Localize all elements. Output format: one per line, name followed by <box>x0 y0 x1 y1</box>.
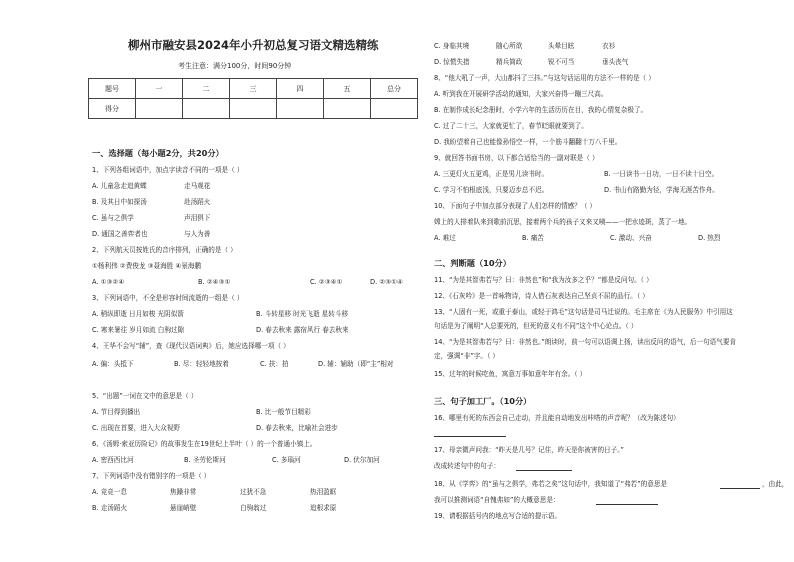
rewrite-item: 16、哪里有死的东西会自己走动，并且能自动地发出咔嗒的声音呢？（改为陈述句） <box>434 414 680 422</box>
q7-option: 过犹不急 <box>240 488 267 496</box>
q3-option: C. 寒来暑往 岁月如流 白驹过隙 <box>92 326 185 334</box>
score-cell[interactable] <box>277 99 324 119</box>
q10-option: D. 热烈 <box>698 234 721 242</box>
q5-option: C. 出现在首要，进入大众视野 <box>92 424 180 432</box>
q9-option: A. 三更灯火五更鸡，正是男儿读书时。 <box>434 170 549 178</box>
q4-option: D. 辅：辅助（即“主”相对 <box>318 360 394 368</box>
q1-option: B. 及其日中如探汤 <box>92 198 147 206</box>
answer-line[interactable] <box>596 504 658 505</box>
q2-option: D. ②③①④ <box>370 278 403 286</box>
score-row-label: 得分 <box>89 99 136 119</box>
q1-option: 走马观花 <box>184 182 211 190</box>
q7-option: 追根求原 <box>310 504 337 512</box>
q7-option: 垂头丧气 <box>602 58 629 66</box>
q1-option: C. 虽与之俱学 <box>92 214 134 222</box>
q6-option: B. 圣劳伦斯河 <box>184 456 226 464</box>
q7-option: 头晕目眩 <box>548 42 575 50</box>
q7-option: 随心所欲 <box>496 42 523 50</box>
q8-option: D. 我盼望着自己也能像孙悟空一样，一个筋斗翻翻十万八千里。 <box>434 138 622 146</box>
q7-option: 锐不可当 <box>548 58 575 66</box>
q4-option: C. 扶：拍 <box>260 360 289 368</box>
q1-option: 与人为善 <box>184 230 211 238</box>
q5-option: A. 节目得到播出 <box>92 408 141 416</box>
rewrite-item: 19、请根据括号内的地点写合适的提示语。 <box>434 512 562 520</box>
exam-notice: 考生注意：满分100分，时间90分钟 <box>178 62 292 70</box>
q6-option: C. 多瑙河 <box>272 456 301 464</box>
q3-option: B. 斗转星移 时光飞逝 星转斗移 <box>256 310 349 318</box>
q3-stem: 3、下列词语中，不全是形容时间流逝的一组是（ ） <box>92 294 244 302</box>
rewrite-item: 17、母亲微声问我：“昨天是几号？记住，昨天是你被害的日子。” <box>434 446 624 454</box>
q6-stem: 6、《汤姆·索亚历险记》的故事发生在19世纪上半叶（ ）的一个普通小镇上。 <box>92 440 317 448</box>
judge-item: 11、“为是其智弗若与？曰：非然也”和“我为汝多之乎？”都是反问句。（ ） <box>434 276 653 284</box>
q4-option: A. 偏：头抵下 <box>92 360 134 368</box>
q10-option: C. 激动、兴奋 <box>610 234 652 242</box>
judge-item: 定，强调“非”字。（ ） <box>434 352 499 360</box>
score-table <box>88 78 418 119</box>
q5-stem: 5、“出题”一词在文中的意思是（ ） <box>92 392 198 400</box>
rewrite-item: 改成转述句中的句子： <box>434 462 500 470</box>
q4-option: B. 尽：轻轻地按着 <box>174 360 229 368</box>
q3-option: D. 春去秋来 露宿风行 春去秋来 <box>256 326 349 334</box>
q7-stem: 7、下列词语中没有错别字的一项是（ ） <box>92 472 211 480</box>
q7-option: 热泪盈眶 <box>310 488 337 496</box>
score-header-cell: 总分 <box>371 79 418 99</box>
q8-option: C. 过了二十三，大家就更忙了，春节眨眼就要到了。 <box>434 122 588 130</box>
judge-item: 15、过年的时候吃鱼，寓意万事如意年年有余。（ ） <box>434 370 587 378</box>
q2-option: C. ②③④① <box>310 278 343 286</box>
score-cell[interactable] <box>324 99 371 119</box>
page-title: 柳州市融安县2024年小升初总复习语文精选精练 <box>128 38 379 52</box>
q7-option: C. 身临其境 <box>434 42 470 50</box>
q1-option: A. 儿童急走追黄蝶 <box>92 182 147 190</box>
q4-stem: 4、王华不会写“辅”，查《现代汉语词典》后，她应选择哪一项（ ） <box>92 342 290 350</box>
q7-option: 白驹翁过 <box>240 504 267 512</box>
q7-option: 焦躁非常 <box>170 488 197 496</box>
score-header-cell: 一 <box>136 79 183 99</box>
q1-option: 声泪俱下 <box>184 214 211 222</box>
q9-option: B. 一日读书一日功，一日不读十日空。 <box>604 170 719 178</box>
q2-option: A. ①③②④ <box>92 278 125 286</box>
q7-option: A. 竞竞一息 <box>92 488 127 496</box>
answer-line[interactable] <box>434 436 506 437</box>
q8-stem: 8、“他大吼了一声，大山都抖了三抖。”与这句话运用的方法不一样的是（ ） <box>434 74 655 82</box>
q7-option: 精兵简政 <box>496 58 523 66</box>
q1-option: 赴汤蹈火 <box>184 198 211 206</box>
section1-heading: 一、选择题（每小题2分，共20分） <box>92 148 224 158</box>
score-header-cell: 五 <box>324 79 371 99</box>
score-header-cell: 四 <box>277 79 324 99</box>
score-cell[interactable] <box>230 99 277 119</box>
judge-item: 12、《石灰吟》是一首咏物诗，诗人借石灰表达自己坚贞不屈的品行。（ ） <box>434 292 649 300</box>
q9-option: D. 书山有路勤为径，学海无涯苦作舟。 <box>604 186 719 194</box>
score-header-cell: 三 <box>230 79 277 99</box>
section2-heading: 二、判断题（10分） <box>434 258 511 268</box>
answer-line[interactable] <box>720 488 760 489</box>
rewrite-item: 我可以推测词语“自愧弗如”的大概意思是： <box>434 496 560 504</box>
q7-option: D. 惊慌失措 <box>434 58 470 66</box>
q5-option: D. 春去秋来，比喻社会进步 <box>256 424 338 432</box>
rewrite-item: ，由此， <box>762 480 789 488</box>
q10-text: 嫦上的人排着队来到歌前沉思，接着两个兵的孩子又来又咦——一把水迹斑，蒸了一地。 <box>434 218 692 226</box>
q6-option: A. 密西西比河 <box>92 456 134 464</box>
score-cell[interactable] <box>136 99 183 119</box>
q6-option: D. 伏尔加河 <box>344 456 380 464</box>
q7-option: 衣衫 <box>602 42 616 50</box>
judge-item: 13、“人固有一死，或重于泰山，或轻于鸿毛”这句话是司马迁说的。毛主席在《为人民服务》中引用这 <box>434 308 733 316</box>
judge-item: 14、“为是其智弗若与？曰：非然也。”朗读时，前一句可以语调上扬，读出反问的语气，后一句语气要肯 <box>434 338 737 346</box>
q10-option: B. 痛苦 <box>522 234 544 242</box>
q9-option: C. 学习不怕根底浅，只要迈步总不迟。 <box>434 186 549 194</box>
rewrite-item: 18、从《学弈》的“虽与之俱学，弗若之矣”这句话中，我知道了“弗若”的意思是 <box>434 480 668 488</box>
q1-stem: 1、下列各组词语中，加点字读音不同的一项是（ ） <box>92 166 244 174</box>
q5-option: B. 比一般节目精彩 <box>256 408 311 416</box>
q7-option: 悬崖峭壁 <box>170 504 197 512</box>
score-cell[interactable] <box>183 99 230 119</box>
answer-line[interactable] <box>516 470 572 471</box>
q10-option: A. 难过 <box>434 234 456 242</box>
judge-item: 句话是为了阐明“人总要死的，但死的意义有不同”这个中心论点。（ ） <box>434 322 638 330</box>
q2-names: ①杨利伟 ②费俊龙 ③聂海胜 ④景海鹏 <box>92 262 202 270</box>
score-header-cell: 二 <box>183 79 230 99</box>
q9-stem: 9、就回答书面书房，以下都合适恰当的一副对联是（ ） <box>434 154 599 162</box>
q7-option: B. 走汤蹈火 <box>92 504 128 512</box>
q10-stem: 10、下面句子中加点部分表现了人们怎样的情感？（ ） <box>434 202 597 210</box>
q8-option: A. 听到我在开展研学活动的通知，大家兴奋得一蹦三尺高。 <box>434 90 608 98</box>
q2-option: B. ②④③① <box>198 278 231 286</box>
q2-stem: 2、下列航天员按姓氏的音序排列，正确的是（ ） <box>92 246 237 254</box>
q3-option: A. 稍纵即逝 日月如梭 光阴似箭 <box>92 310 184 318</box>
section3-heading: 三、句子加工厂。（10分） <box>434 396 532 406</box>
score-cell[interactable] <box>371 99 418 119</box>
score-header-cell: 题号 <box>89 79 136 99</box>
q8-option: B. 在制作成长纪念册时，小学六年的生活历历在目，我的心情复杂极了。 <box>434 106 648 114</box>
q1-option: D. 通国之善弈者也 <box>92 230 148 238</box>
